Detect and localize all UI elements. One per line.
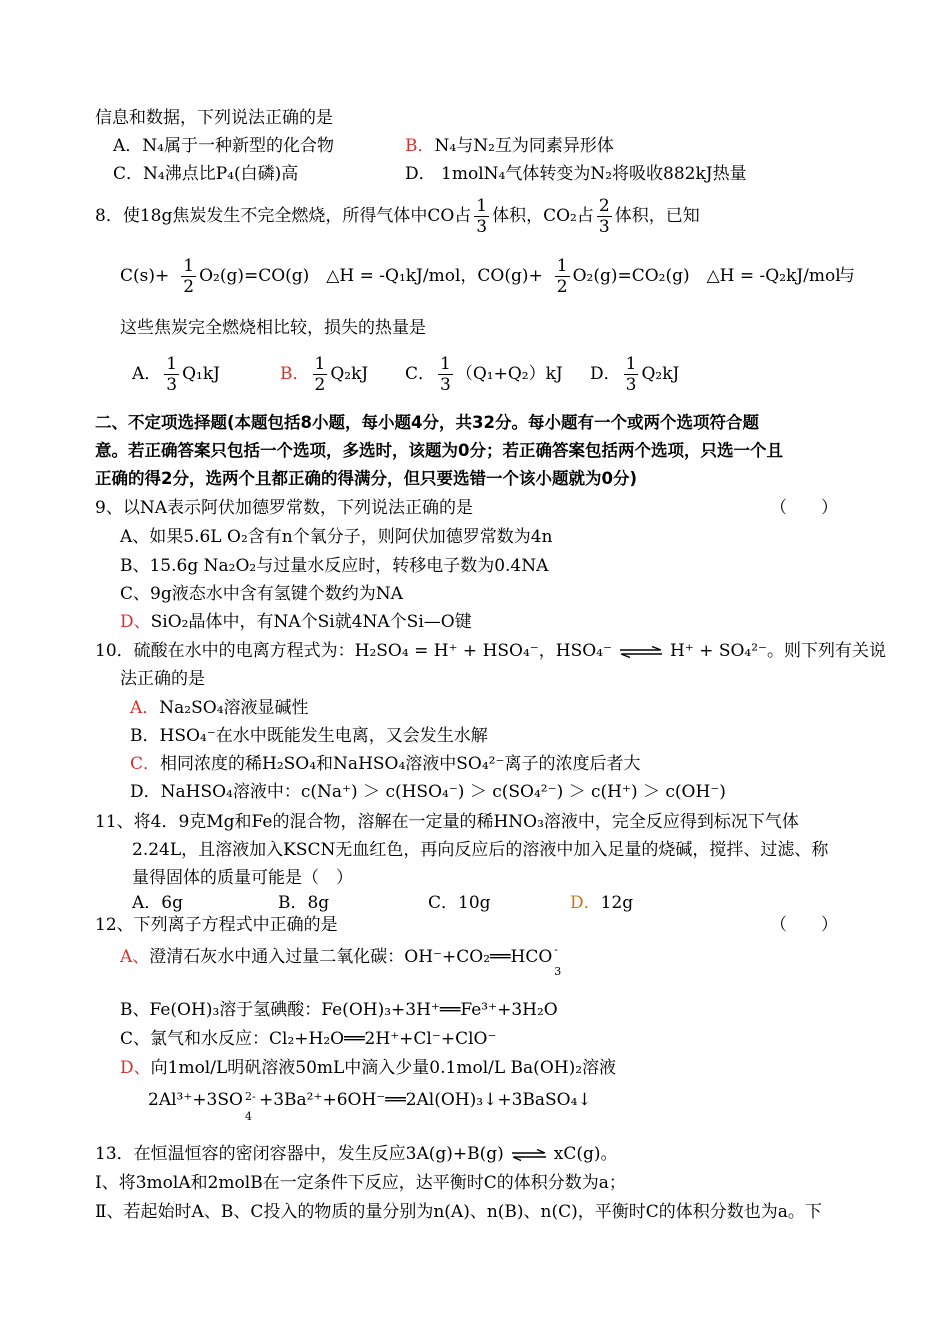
q13-line3: Ⅱ、若起始时A、B、C投入的物质的量分别为n(A)、n(B)、n(C)，平衡时C的体积分数也为a。下 (95, 1202, 822, 1222)
q8-line1 (95, 194, 700, 238)
q10-option-a-text: Na₂SO₄溶液显碱性 (159, 698, 309, 718)
q10-option-b: B．HSO₄⁻在水中既能发生电离，又会发生水解 (130, 726, 488, 746)
q8-frac-2-num: 2 (598, 196, 610, 216)
q12-option-a-sup: - (554, 943, 558, 956)
q7-option-b (405, 135, 614, 157)
q8-option-d (590, 352, 679, 396)
q8-option-b-den: 2 (314, 375, 326, 395)
q12-option-d (120, 1057, 616, 1079)
q8-half-2-den: 2 (556, 277, 568, 297)
q8-option-c-tail: （Q₁+Q₂）kJ (455, 364, 563, 384)
q8-option-b-letter: B． (280, 364, 310, 384)
q8-line1-b: 体积，CO₂占 (492, 206, 594, 226)
q8-option-d-den: 3 (625, 375, 637, 395)
q8-frac-2-den: 3 (598, 217, 610, 237)
q11-line1: 11、将4．9克Mg和Fe的混合物，溶解在一定量的稀HNO₃溶液中，完全反应得到标况下气体 (95, 812, 799, 832)
q12-option-c: C、氯气和水反应：Cl₂+H₂O══2H⁺+Cl⁻+ClO⁻ (120, 1029, 497, 1049)
q10-option-c-letter: C． (130, 754, 161, 774)
q10-option-a (130, 697, 309, 719)
q11-option-d (570, 892, 633, 914)
q8-eq-c: O₂(g)=CO₂(g) △H = -Q₂kJ/mol (572, 266, 841, 286)
q8-option-d-letter: D． (590, 364, 621, 384)
equilibrium-arrow-icon (618, 646, 664, 658)
q8-option-c-num: 1 (440, 354, 451, 374)
q10-line2: 法正确的是 (120, 669, 205, 689)
section2-heading-line1: 二、不定项选择题(本题包括8小题，每小题4分，共32分。每小题有一个或两个选项符合题 (95, 413, 759, 432)
q8-half-2-num: 1 (556, 256, 568, 276)
q12-stem: 12、下列离子方程式中正确的是 (95, 915, 338, 935)
q8-half-1 (181, 256, 196, 297)
q8-option-a-frac (164, 354, 179, 395)
q13-line1 (95, 1143, 618, 1165)
q8-option-b-tail: Q₂kJ (330, 364, 369, 384)
q8-line1-c: 体积，已知 (614, 206, 700, 226)
q11-option-c: C．10g (428, 893, 491, 913)
section2-heading-line3: 正确的得2分，选两个且都正确的得满分，但只要选错一个该小题就为0分) (95, 469, 638, 488)
q8-option-d-num: 1 (625, 354, 637, 374)
q8-half-2 (555, 256, 570, 297)
q9-option-d (120, 611, 472, 633)
q8-option-a-den: 3 (166, 375, 178, 395)
q8-eq-a: C(s)+ (120, 266, 170, 286)
q8-eq-b: O₂(g)=CO(g) △H = -Q₁kJ/mol，CO(g)+ (199, 266, 543, 286)
q7-stem: 信息和数据，下列说法正确的是 (95, 108, 333, 128)
q9-option-d-text: SiO₂晶体中，有NA个Si就4NA个Si—O键 (150, 612, 472, 632)
q8-option-c (405, 352, 563, 396)
q12-d-eq-sub: 4 (244, 1110, 252, 1123)
q10-line1 (95, 640, 886, 662)
q8-line1-a: 8．使18g焦炭发生不完全燃烧，所得气体中CO占 (95, 206, 472, 226)
q8-frac-1-num: 1 (476, 196, 488, 216)
q11-option-b: B．8g (278, 893, 330, 913)
q8-option-b (280, 352, 368, 396)
q8-option-c-frac (438, 354, 453, 395)
q7-option-b-letter: B． (405, 136, 435, 156)
q13-line1-b: xC(g)。 (553, 1144, 618, 1164)
q7-option-b-text: N₄与N₂互为同素异形体 (434, 136, 614, 156)
q12-option-a (120, 943, 564, 978)
q8-option-d-frac (624, 354, 639, 395)
q12-option-a-text: 澄清石灰水中通入过量二氧化碳：OH⁻+CO₂══HCO (149, 947, 553, 967)
q8-equation (120, 254, 841, 298)
q12-option-b: B、Fe(OH)₃溶于氢碘酸：Fe(OH)₃+3H⁺══Fe³⁺+3H₂O (120, 1000, 558, 1020)
q8-option-a-tail: Q₁kJ (182, 364, 220, 384)
q11-option-d-text: 12g (600, 893, 634, 913)
q9-option-c: C、9g液态水中含有氢键个数约为NA (120, 584, 403, 604)
q7-option-d: D． 1molN₄气体转变为N₂将吸收882kJ热量 (405, 164, 747, 184)
q8-option-d-tail: Q₂kJ (641, 364, 680, 384)
q10-option-a-letter: A． (130, 698, 160, 718)
q8-half-1-num: 1 (183, 256, 195, 276)
q8-option-a (132, 352, 220, 396)
q9-stem: 9、以NA表示阿伏加德罗常数，下列说法正确的是 (95, 498, 473, 518)
q9-answer-paren: （ ） (770, 498, 838, 518)
q8-frac-1 (474, 196, 489, 237)
q8-option-c-den: 3 (440, 375, 451, 395)
q12-d-eq-sup: 2- (244, 1090, 256, 1103)
q13-line1-a: 13．在恒温恒容的密闭容器中，发生反应3A(g)+B(g) (95, 1144, 504, 1164)
q10-line1-b: H⁺ + SO₄²⁻。则下列有关说 (669, 641, 887, 661)
section2-heading-line2: 意。若正确答案只包括一个选项，多选时，该题为0分；若正确答案包括两个选项，只选一个且 (95, 441, 783, 460)
q10-option-d: D．NaHSO₄溶液中：c(Na⁺) ＞ c(HSO₄⁻) ＞ c(SO₄²⁻) ＞ c(H⁺) ＞ c(OH⁻) (130, 782, 726, 802)
q10-option-c-text: 相同浓度的稀H₂SO₄和NaHSO₄溶液中SO₄²⁻离子的浓度后者大 (160, 754, 641, 774)
q8-option-b-frac (313, 354, 328, 395)
q12-option-d-equation (148, 1089, 592, 1123)
q8-eq-yu: 与 (838, 266, 855, 286)
q9-option-d-letter: D、 (120, 612, 151, 632)
q10-option-c (130, 753, 640, 775)
q9-option-a: A、如果5.6L O₂含有n个氧分子，则阿伏加德罗常数为4n (120, 527, 553, 547)
q12-answer-paren: （ ） (770, 915, 838, 935)
q12-option-a-sub: 3 (554, 965, 562, 978)
q8-frac-1-den: 3 (476, 217, 488, 237)
q8-option-a-num: 1 (166, 354, 178, 374)
q8-option-b-num: 1 (314, 354, 326, 374)
q12-option-a-letter: A、 (120, 947, 150, 967)
q11-option-d-letter: D． (570, 893, 601, 913)
q13-line2: Ⅰ、将3molA和2molB在一定条件下反应，达平衡时C的体积分数为a； (95, 1173, 626, 1193)
q8-option-c-letter: C． (405, 364, 436, 384)
q12-option-d-text: 向1mol/L明矾溶液50mL中滴入少量0.1mol/L Ba(OH)₂溶液 (150, 1058, 617, 1078)
equilibrium-arrow-icon (510, 1149, 548, 1161)
q12-option-d-letter: D、 (120, 1058, 151, 1078)
q8-half-1-den: 2 (183, 277, 195, 297)
q7-option-a: A．N₄属于一种新型的化合物 (113, 136, 334, 156)
q11-option-a: A．6g (132, 893, 183, 913)
q9-option-b: B、15.6g Na₂O₂与过量水反应时，转移电子数为0.4NA (120, 556, 549, 576)
q11-line2: 2.24L，且溶液加入KSCN无血红色，再向反应后的溶液中加入足量的烧碱，搅拌、过滤、称 (132, 840, 829, 860)
q8-line3: 这些焦炭完全燃烧相比较，损失的热量是 (120, 318, 426, 338)
q8-option-a-letter: A． (132, 364, 162, 384)
q11-line3: 量得固体的质量可能是（ ） (132, 868, 353, 888)
q7-option-c: C．N₄沸点比P₄(白磷)高 (113, 164, 299, 184)
q8-frac-2 (597, 196, 612, 237)
q12-d-eq-a: 2Al³⁺+3SO (148, 1090, 243, 1110)
q12-d-eq-b: +3Ba²⁺+6OH⁻══2Al(OH)₃↓+3BaSO₄↓ (258, 1090, 592, 1110)
q10-line1-a: 10．硫酸在水中的电离方程式为：H₂SO₄ = H⁺ + HSO₄⁻，HSO₄⁻ (95, 641, 612, 661)
